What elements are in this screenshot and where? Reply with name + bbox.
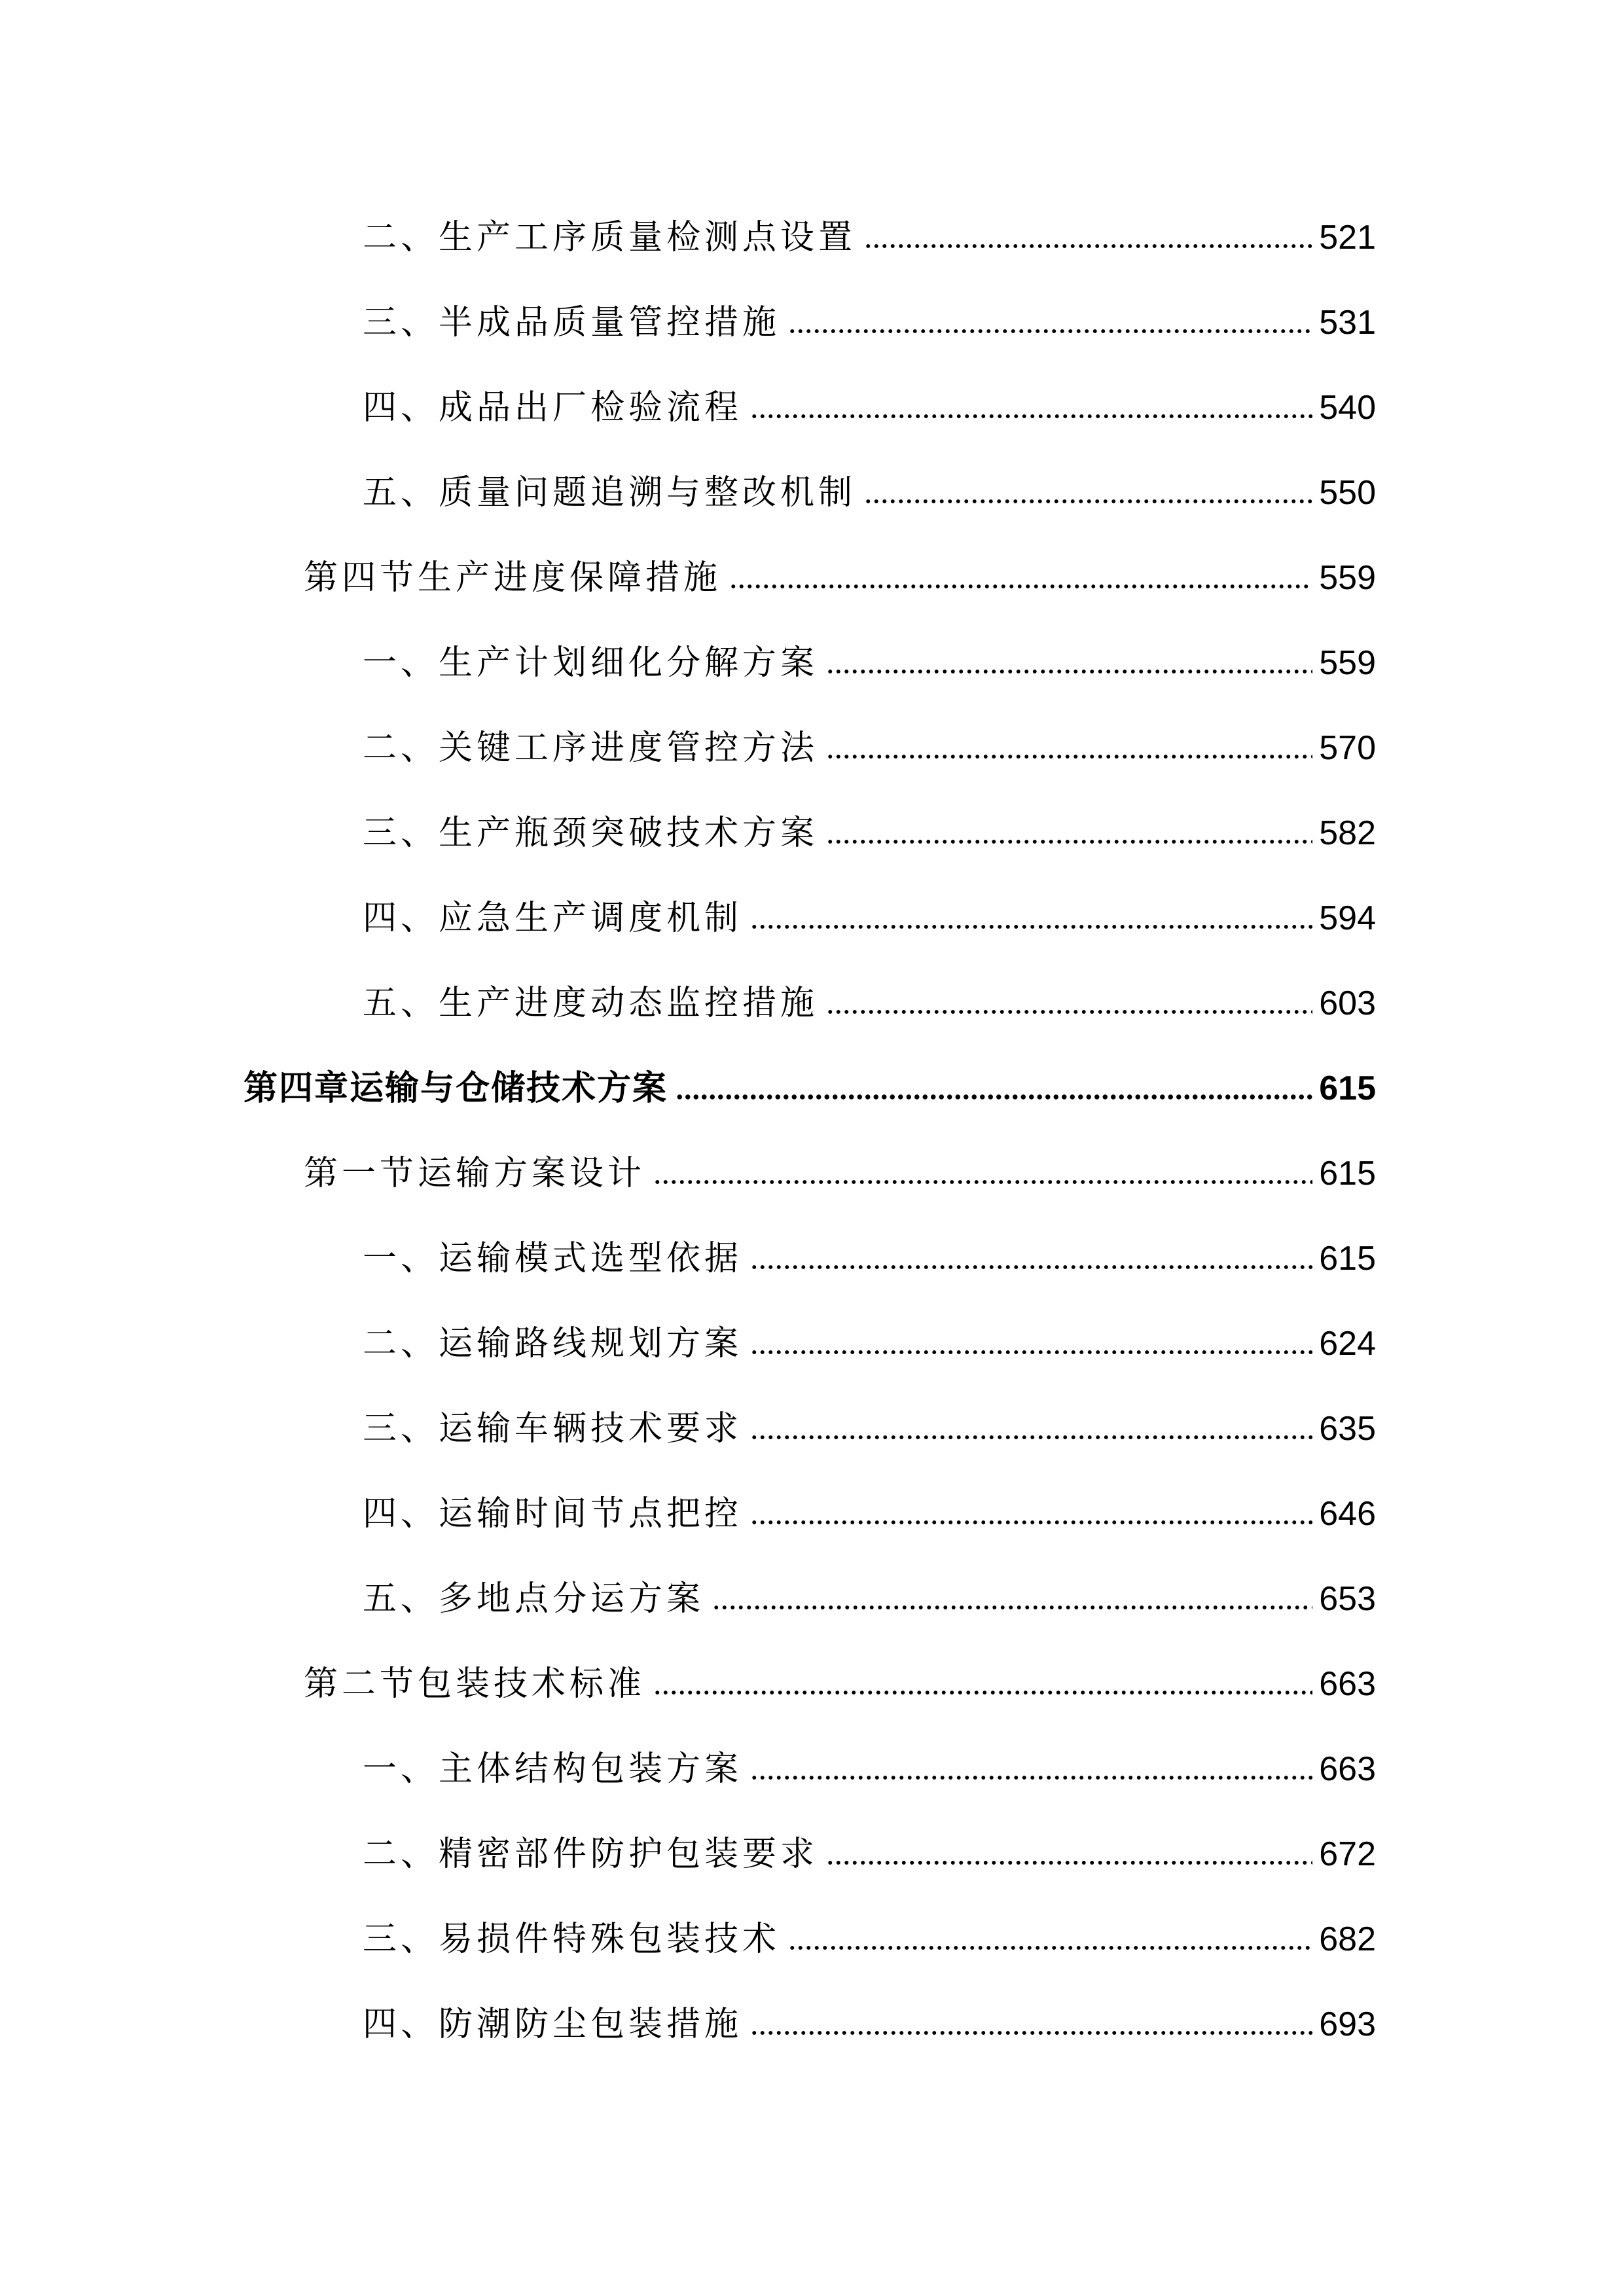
toc-section-entry[interactable] [304,1658,1376,1710]
toc-dot-leader [826,837,1312,846]
toc-entry-title: 四、应急生产调度机制 [363,899,743,938]
toc-entry-title: 一、生产计划细化分解方案 [363,643,819,683]
toc-entry[interactable] [363,1403,1376,1455]
toc-entry-title: 一、运输模式选型依据 [363,1239,743,1278]
toc-page-number: 615 [1319,1155,1376,1193]
toc-dot-leader [676,1092,1312,1102]
toc-entry[interactable] [363,1913,1376,1965]
toc-page-number: 603 [1319,984,1376,1022]
toc-dot-leader [750,1348,1312,1357]
toc-dot-leader [653,1688,1312,1697]
toc-page-number: 521 [1319,219,1376,257]
toc-entry[interactable] [363,807,1376,859]
toc-entry-title: 四、防潮防尘包装措施 [363,2005,743,2044]
toc-entry[interactable] [363,467,1376,519]
toc-page-number: 594 [1319,899,1376,937]
toc-dot-leader [750,922,1312,931]
toc-page-number: 582 [1319,814,1376,852]
toc-dot-leader [826,1007,1312,1016]
toc-page-number: 653 [1319,1580,1376,1618]
toc-dot-leader [788,1943,1312,1952]
toc-page-number: 531 [1319,304,1376,342]
toc-entry-title: 三、运输车辆技术要求 [363,1409,743,1448]
toc-entry-title: 第四节生产进度保障措施 [304,558,722,598]
toc-entry[interactable] [363,296,1376,349]
toc-entry[interactable] [363,977,1376,1030]
toc-dot-leader [864,242,1312,251]
toc-entry-title: 第四章运输与仓储技术方案 [244,1069,668,1108]
toc-dot-leader [864,497,1312,506]
toc-entry-title: 五、质量问题追溯与整改机制 [363,473,857,512]
toc-entry-title: 二、关键工序进度管控方法 [363,728,819,768]
toc-entry-title: 四、运输时间节点把控 [363,1494,743,1534]
toc-dot-leader [729,582,1312,591]
toc-entry-title: 一、主体结构包装方案 [363,1749,743,1789]
toc-page-number: 540 [1319,389,1376,427]
toc-section-entry[interactable] [304,552,1376,604]
toc-dot-leader [826,667,1312,676]
toc-dot-leader [826,1858,1312,1867]
toc-page-number: 559 [1319,559,1376,597]
toc-dot-leader [826,752,1312,761]
toc-entry[interactable] [363,1318,1376,1370]
toc-entry-title: 二、运输路线规划方案 [363,1324,743,1363]
toc-page-number: 635 [1319,1410,1376,1448]
toc-dot-leader [653,1177,1312,1187]
toc-chapter-entry[interactable] [244,1062,1376,1115]
toc-page-number: 615 [1319,1240,1376,1278]
toc-entry-title: 第一节运输方案设计 [304,1154,646,1193]
toc-entry-title: 五、多地点分运方案 [363,1579,705,1619]
toc-section-entry[interactable] [304,1147,1376,1200]
toc-entry-title: 四、成品出厂检验流程 [363,388,743,427]
toc-entry[interactable] [363,892,1376,944]
toc-page-number: 615 [1319,1069,1376,1107]
toc-page-number: 672 [1319,1835,1376,1873]
toc-page-number: 693 [1319,2005,1376,2043]
toc-entry[interactable] [363,1573,1376,1625]
toc-entry-title: 三、半成品质量管控措施 [363,303,781,342]
toc-entry[interactable] [363,1743,1376,1795]
toc-page-number: 663 [1319,1750,1376,1788]
toc-dot-leader [750,412,1312,421]
toc-entry-title: 第二节包装技术标准 [304,1664,646,1704]
toc-dot-leader [750,1263,1312,1272]
toc-entry[interactable] [363,637,1376,689]
toc-entry-title: 二、生产工序质量检测点设置 [363,218,857,257]
toc-page-number: 570 [1319,729,1376,767]
toc-entry-title: 五、生产进度动态监控措施 [363,984,819,1023]
toc-dot-leader [750,1773,1312,1782]
toc-page-number: 663 [1319,1665,1376,1703]
toc-page-number: 646 [1319,1495,1376,1533]
toc-entry[interactable] [363,1998,1376,2051]
toc-entry-title: 三、易损件特殊包装技术 [363,1920,781,1959]
toc-entry[interactable] [363,211,1376,264]
toc-dot-leader [788,327,1312,336]
toc-entry[interactable] [363,1232,1376,1285]
toc-entry[interactable] [363,722,1376,774]
toc-page-number: 550 [1319,474,1376,512]
toc-page-number: 559 [1319,644,1376,682]
toc-dot-leader [750,2028,1312,2037]
toc-page-number: 624 [1319,1325,1376,1363]
toc-dot-leader [750,1518,1312,1527]
toc-entry[interactable] [363,1828,1376,1880]
toc-page-number: 682 [1319,1920,1376,1958]
toc-entry-title: 三、生产瓶颈突破技术方案 [363,814,819,853]
toc-dot-leader [712,1603,1312,1612]
toc-entry-title: 二、精密部件防护包装要求 [363,1835,819,1874]
toc-entry[interactable] [363,1488,1376,1540]
toc-dot-leader [750,1433,1312,1442]
toc-entry[interactable] [363,382,1376,434]
